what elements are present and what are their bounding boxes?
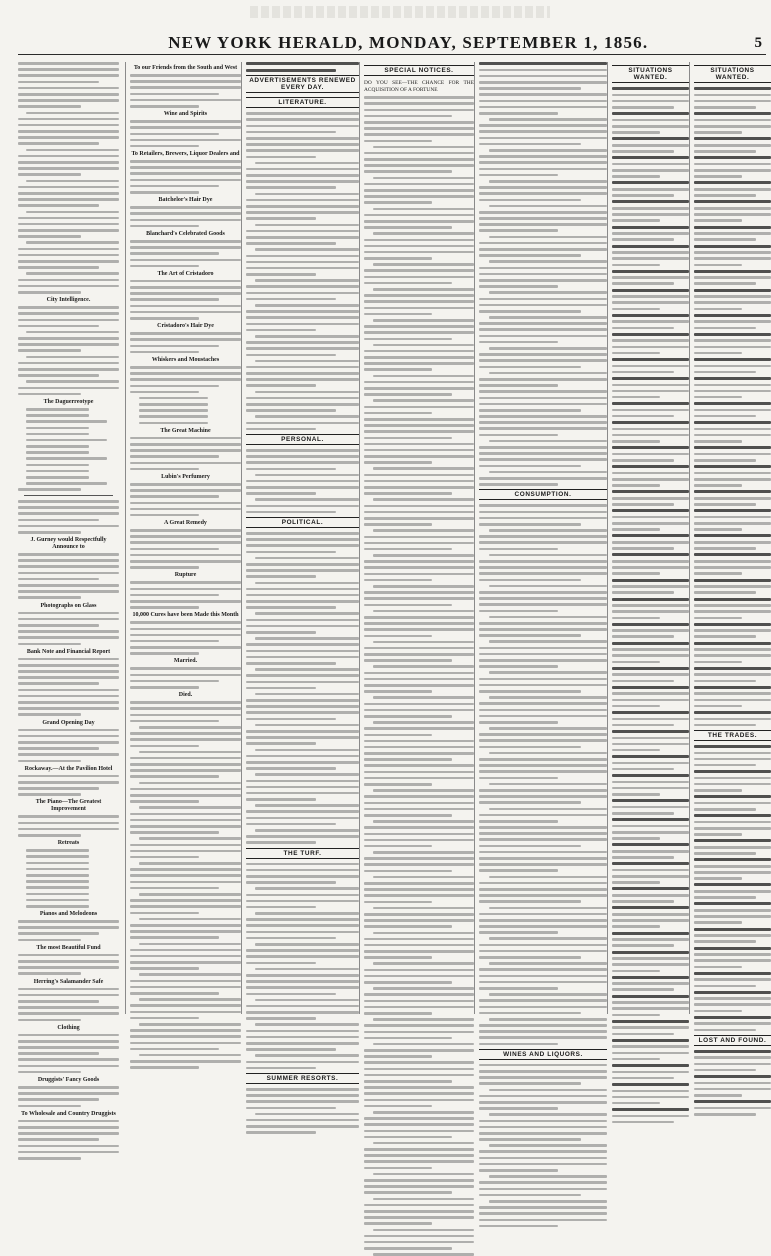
section-literature: LITERATURE. [246,97,359,108]
column-7 [689,62,771,1044]
section-political: POLITICAL. [246,517,359,528]
section-the-trades: THE TRADES. [694,730,771,741]
headline-photographs: Photographs on Glass [40,602,97,609]
headline-cristadoro-dye: Cristadoro's Hair Dye [157,323,214,330]
column4-lead: DO YOU SEE—THE CHANCE FOR THE ACQUISITION OF A FORTUNE [364,80,474,93]
headline-piano: The Piano—The Greatest Improvement [35,799,102,813]
headline-ten-cures: 10,000 Cures have been Made this Month [132,612,239,619]
section-situations-wanted-1: SITUATIONS WANTED. [612,65,689,83]
headline-retreats: Retreats [57,840,80,847]
masthead-title: NEW YORK HERALD, MONDAY, SEPTEMBER 1, 1856. [168,33,649,52]
column-5 [474,62,607,1058]
section-wines-liquors: WINES AND LIQUORS. [479,1049,607,1060]
headline-whiskers: Whiskers and Moustaches [151,356,220,363]
headline-art-cristadoro: The Art of Cristadoro [157,270,214,277]
column-3 [241,62,359,1082]
column-6 [607,62,689,1014]
section-personal: PERSONAL. [246,434,359,445]
headline-most-beautiful: The most Beautiful Fund [36,944,101,951]
section-advertisements-renewed: ADVERTISEMENTS RENEWED EVERY DAY. [246,75,359,93]
section-consumption: CONSUMPTION. [479,489,607,500]
headline-our-friends: To our Friends from the South and West [133,65,238,71]
headline-rockaway: Rockaway.—At the Pavilion Hotel [24,765,113,772]
headline-daguerreotype: The Daguerreotype [43,398,94,405]
section-lost-and-found: LOST AND FOUND. [694,1035,771,1046]
headline-lock-sale: Herring's Salamander Safe [33,978,104,985]
column-4 [359,62,474,1014]
headline-city-intelligence: City Intelligence. [46,297,91,304]
section-situations-wanted-2: SITUATIONS WANTED. [694,65,771,83]
section-the-turf: THE TURF. [246,848,359,859]
page-number: 5 [754,34,762,51]
show-through-text [250,6,550,18]
headline-died: Died. [178,692,193,699]
headline-druggists: Druggists' Fancy Goods [37,1077,100,1084]
column-2 [125,62,241,1014]
headline-rupture: Rupture [174,572,197,579]
section-summer-resorts: SUMMER RESORTS. [246,1073,359,1084]
headline-lubin: Lubin's Perfumery [161,473,210,480]
headline-batchelor-dye: Batchelor's Hair Dye [158,197,213,204]
headline-bank-notes: Bank Note and Financial Report [26,648,111,655]
column-1 [18,62,119,1117]
headline-wine: Wine and Spirits [163,111,208,118]
headline-celebrated-goods: Blanchard's Celebrated Goods [146,230,225,237]
headline-j-gurney: J. Gurney would Respectfully Announce to [30,537,107,551]
section-special-notices: SPECIAL NOTICES. [364,65,474,76]
masthead [18,32,766,55]
headline-pianos-melodeons: Pianos and Melodeons [39,911,98,918]
headline-great-remedy: A Great Remedy [164,520,207,527]
headline-grand-opening: Grand Opening Day [42,719,95,726]
headline-retailers: To Retailers, Brewers, Liquor Dealers and [131,151,240,158]
headline-clothing: Clothing [57,1024,80,1031]
headline-married: Married. [173,658,198,665]
headline-machine: The Great Machine [160,427,211,434]
headline-wholesale: To Wholesale and Country Druggists [21,1110,116,1117]
